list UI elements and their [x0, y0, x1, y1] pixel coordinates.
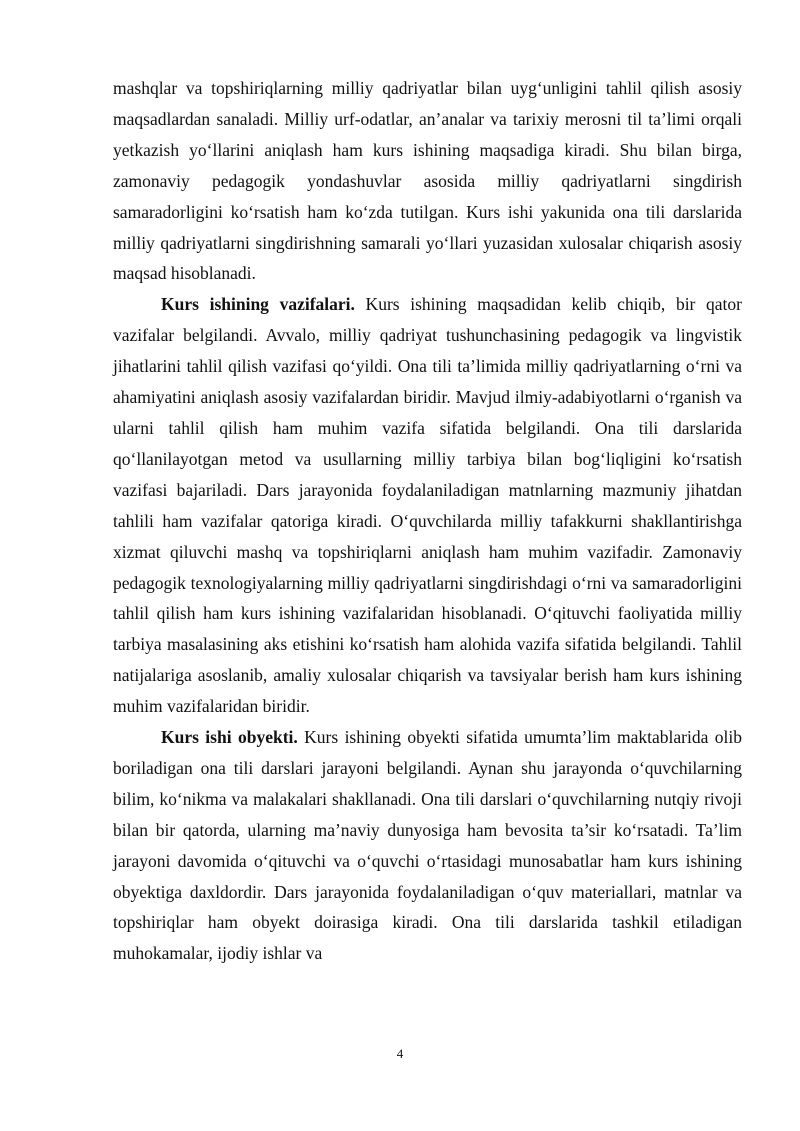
paragraph-heading: Kurs ishi obyekti. [161, 727, 298, 748]
body-text [113, 73, 742, 969]
paragraph-tasks [113, 289, 742, 722]
paragraph-goals-continued [113, 73, 742, 289]
paragraph-text: Kurs ishining obyekti sifatida umumta’lim maktablarida olib boriladigan ona tili darslari jarayoni belgilandi. Aynan shu jarayonda o‘quvchilarning bilim, ko‘nikma va malakalari shakllanadi. Ona tili darslari o‘quvchilarning nutqiy rivoji bilan bir qatorda, ularning ma’naviy dunyosiga ham bevosita ta’sir ko‘rsatadi. Ta’lim jarayoni davomida o‘qituvchi va o‘quvchi o‘rtasidagi munosabatlar ham kurs ishining obyektiga daxldordir. Dars jarayonida foydalaniladigan o‘quv materiallari, matnlar va topshiriqlar ham obyekt doirasiga kiradi. Ona tili darslarida tashkil etiladigan muhokamalar, ijodiy ishlar va [113, 727, 742, 964]
paragraph-heading: Kurs ishining vazifalari. [161, 294, 355, 315]
paragraph-text: mashqlar va topshiriqlarning milliy qadriyatlar bilan uyg‘unligini tahlil qilish asosiy maqsadlardan sanaladi. Milliy urf-odatlar, an’analar va tarixiy merosni til ta’limi orqali yetkazish yo‘llarini aniqlash ham kurs ishining maqsadiga kiradi. Shu bilan birga, zamonaviy pedagogik yondashuvlar asosida milliy qadriyatlarni singdirish samaradorligini ko‘rsatish ham ko‘zda tutilgan. Kurs ishi yakunida ona tili darslarida milliy qadriyatlarni singdirishning samarali yo‘llari yuzasidan xulosalar chiqarish asosiy maqsad hisoblanadi. [113, 78, 742, 284]
page-number: 4 [396, 1046, 404, 1061]
paragraph-text: Kurs ishining maqsadidan kelib chiqib, bir qator vazifalar belgilandi. Avvalo, milliy qadriyat tushunchasining pedagogik va lingvistik jihatlarini tahlil qilish vazifasi qo‘yildi. Ona tili ta’limida milliy qadriyatlarning o‘rni va ahamiyatini aniqlash asosiy vazifalardan biridir. Mavjud ilmiy-adabiyotlarni o‘rganish va ularni tahlil qilish ham muhim vazifa sifatida belgilandi. Ona tili darslarida qo‘llanilayotgan metod va usullarning milliy tarbiya bilan bog‘liqligini ko‘rsatish vazifasi bajariladi. Dars jarayonida foydalaniladigan matnlarning mazmuniy jihatdan tahlili ham vazifalar qatoriga kiradi. O‘quvchilarda milliy tafakkurni shakllantirishga xizmat qiluvchi mashq va topshiriqlarni aniqlash ham muhim vazifadir. Zamonaviy pedagogik texnologiyalarning milliy qadriyatlarni singdirishdagi o‘rni va samaradorligini tahlil qilish ham kurs ishining vazifalaridan hisoblanadi. O‘qituvchi faoliyatida milliy tarbiya masalasining aks etishini ko‘rsatish ham alohida vazifa sifatida belgilandi. Tahlil natijalariga asoslanib, amaliy xulosalar chiqarish va tavsiyalar berish ham kurs ishining muhim vazifalaridan biridir. [113, 294, 743, 717]
paragraph-object [113, 722, 742, 969]
